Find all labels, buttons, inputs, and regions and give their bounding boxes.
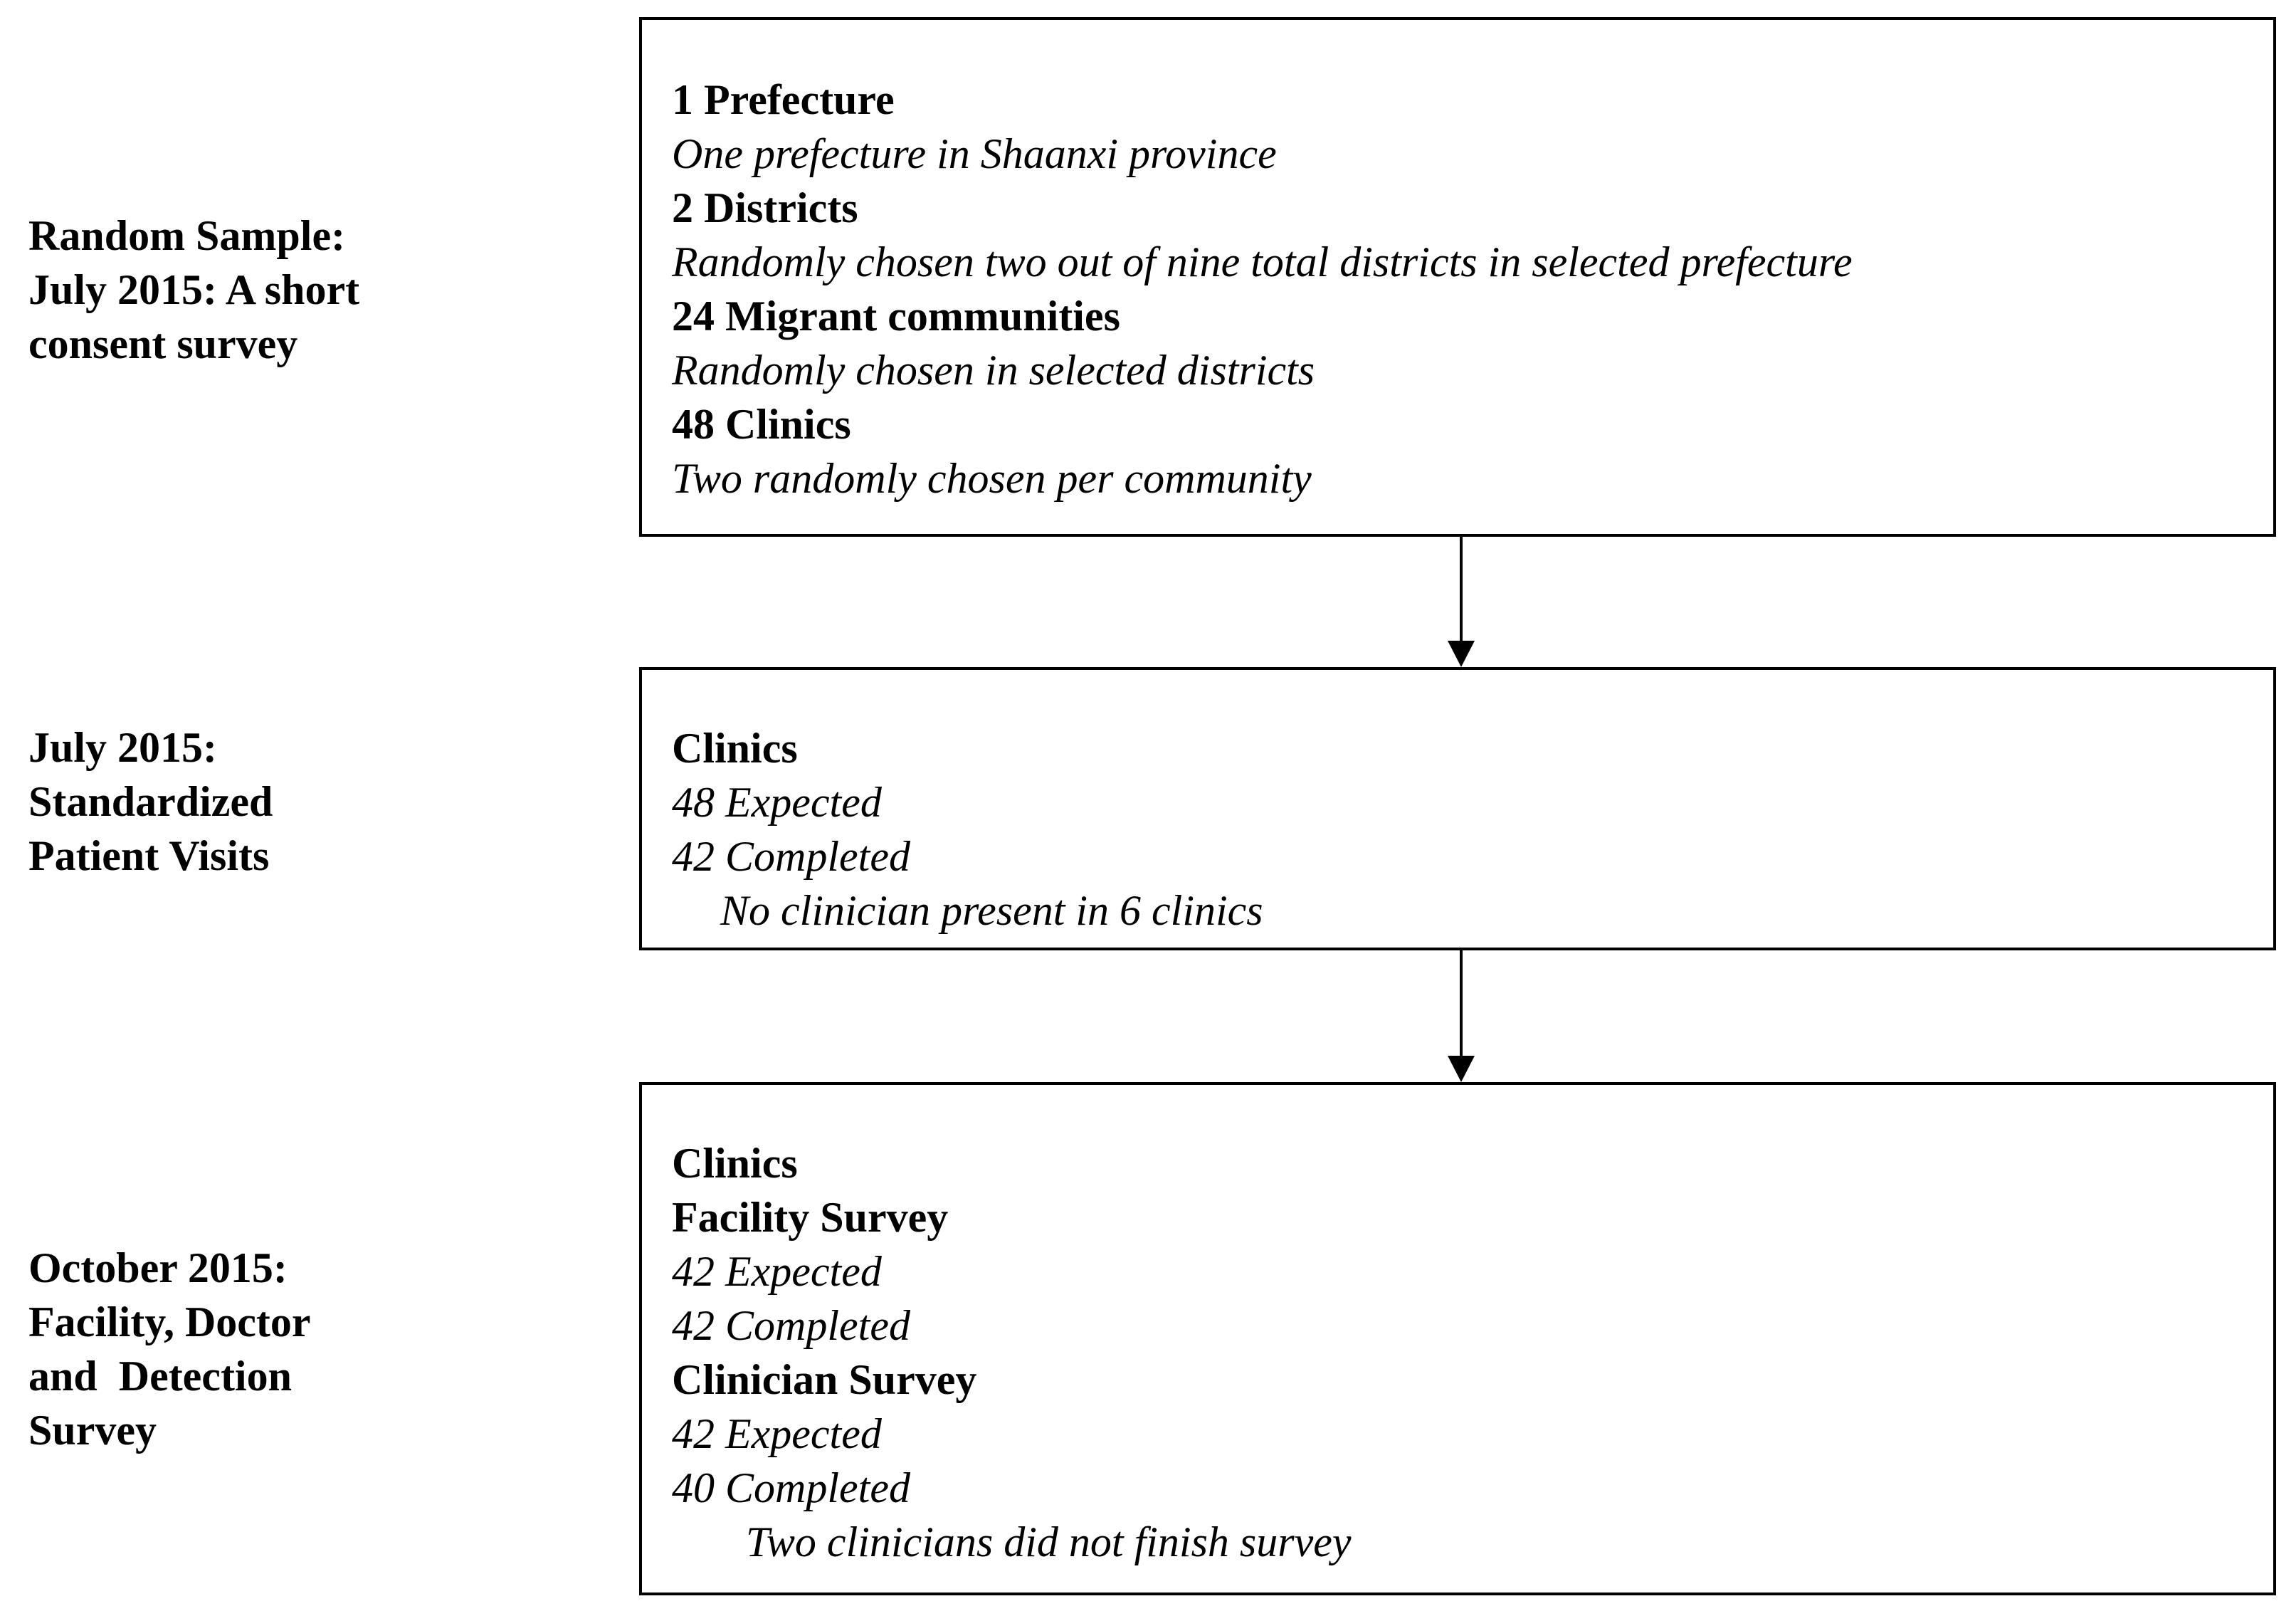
box-3-row: Clinician Survey bbox=[672, 1356, 977, 1403]
survey-box bbox=[639, 1082, 2276, 1595]
stage-3-label-line: Survey bbox=[28, 1407, 157, 1454]
box-1-row: 2 Districts bbox=[672, 184, 858, 231]
stage-2-label-line: July 2015: bbox=[28, 724, 218, 771]
box-1-row: Two randomly chosen per community bbox=[672, 455, 1312, 502]
box-1-row: 48 Clinics bbox=[672, 401, 851, 448]
box-1-row: 1 Prefecture bbox=[672, 76, 895, 123]
box-1-row: 24 Migrant communities bbox=[672, 293, 1120, 340]
stage-3-label-line: and Detection bbox=[28, 1353, 292, 1400]
box-1-row: One prefecture in Shaanxi province bbox=[672, 130, 1277, 177]
box-1-row: Randomly chosen two out of nine total districts in selected prefecture bbox=[672, 238, 1853, 285]
arrow-2-head bbox=[1448, 1056, 1475, 1082]
stage-2-label-line: Standardized bbox=[28, 778, 273, 825]
stage-1-label bbox=[28, 209, 359, 371]
box-2-row: 42 Completed bbox=[672, 833, 910, 880]
box-3-row: Facility Survey bbox=[672, 1194, 949, 1241]
stage-1-label-line: July 2015: A short bbox=[28, 266, 360, 313]
box-2-row: Clinics bbox=[672, 725, 798, 772]
box-3-row: 42 Expected bbox=[672, 1410, 882, 1457]
stage-3-label bbox=[28, 1241, 311, 1457]
stage-3-label-line: October 2015: bbox=[28, 1244, 288, 1291]
stage-1-label-line: consent survey bbox=[28, 320, 298, 367]
patient-visits-box bbox=[639, 667, 2276, 950]
box-3-row: Two clinicians did not finish survey bbox=[746, 1518, 1352, 1565]
box-3-row: 42 Completed bbox=[672, 1302, 910, 1349]
box-2-row: No clinician present in 6 clinics bbox=[720, 887, 1263, 934]
box-3-row: 40 Completed bbox=[672, 1464, 910, 1511]
stage-2-label-line: Patient Visits bbox=[28, 832, 270, 879]
box-3-row: 42 Expected bbox=[672, 1248, 882, 1295]
stage-2-label bbox=[28, 720, 273, 883]
stage-3-label-line: Facility, Doctor bbox=[28, 1298, 311, 1345]
box-1-row: Randomly chosen in selected districts bbox=[672, 347, 1315, 394]
sampling-box bbox=[639, 17, 2276, 537]
box-3-row: Clinics bbox=[672, 1140, 798, 1187]
stage-1-label-line: Random Sample: bbox=[28, 212, 346, 259]
box-2-row: 48 Expected bbox=[672, 779, 882, 826]
arrow-1-head bbox=[1448, 641, 1475, 667]
